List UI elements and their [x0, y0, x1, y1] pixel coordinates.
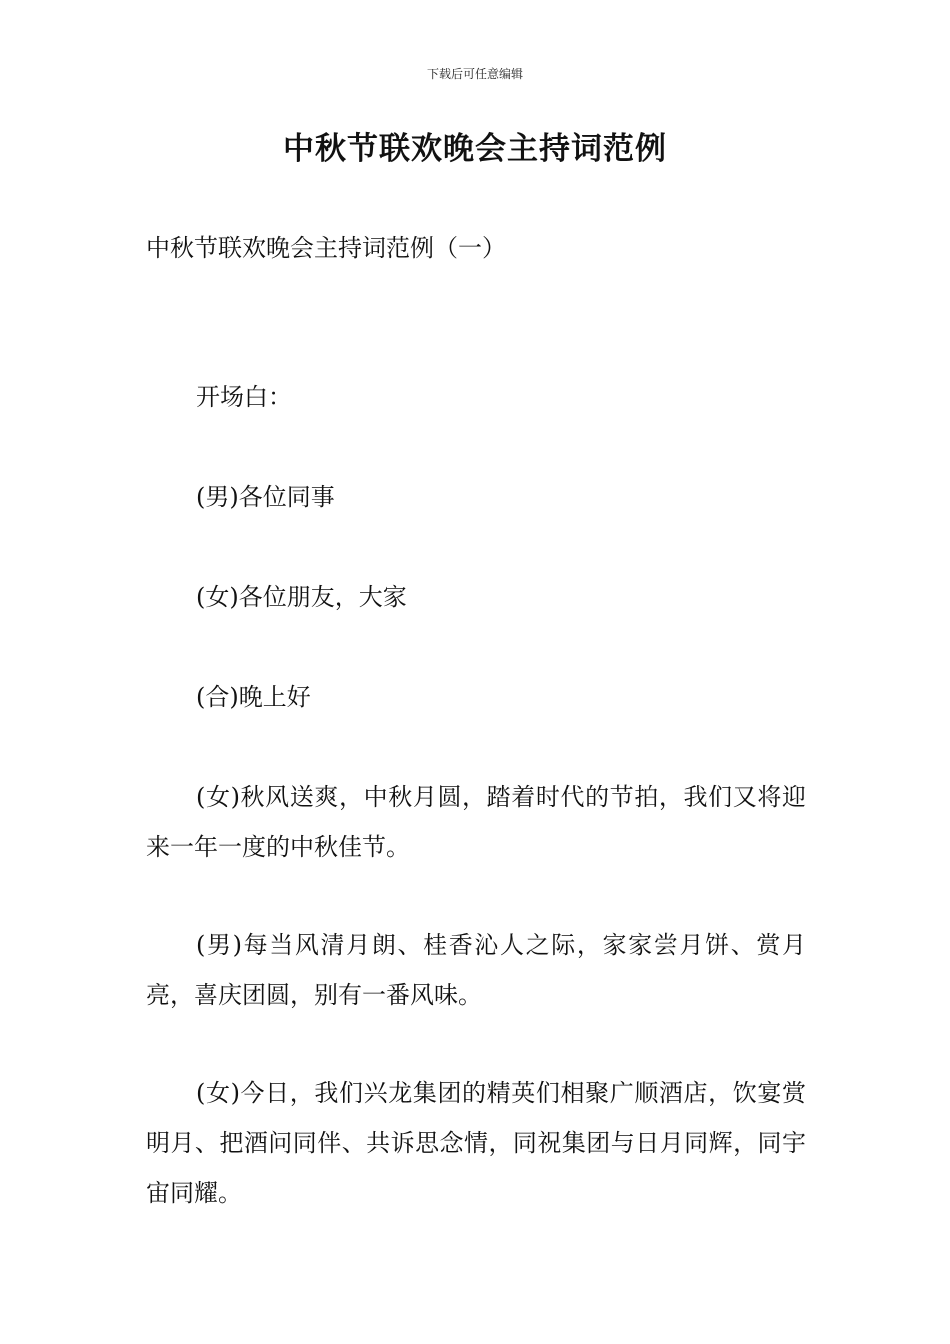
paragraph-line: (男)各位同事 — [196, 483, 335, 511]
paragraph-line: (女)各位朋友，大家 — [196, 583, 407, 611]
paragraph-line: (男)每当风清月朗、桂香沁人之际，家家尝月饼、赏月亮，喜庆团圆，别有一番风味。 — [146, 931, 806, 1009]
paragraph-line: (女)秋风送爽，中秋月圆，踏着时代的节拍，我们又将迎来一年一度的中秋佳节。 — [146, 783, 806, 861]
paragraph-line: (合)晚上好 — [196, 683, 311, 711]
header-note: 下载后可任意编辑 — [426, 67, 523, 81]
paragraph-opening: 开场白： — [196, 383, 292, 411]
section-heading: 中秋节联欢晚会主持词范例（一） — [146, 234, 506, 262]
paragraph-line: (女)今日，我们兴龙集团的精英们相聚广顺酒店，饮宴赏明月、把酒问同伴、共诉思念情，同祝集团与日月同辉，同宇宙同耀。 — [146, 1079, 806, 1207]
document-title: 中秋节联欢晚会主持词范例 — [283, 131, 667, 167]
